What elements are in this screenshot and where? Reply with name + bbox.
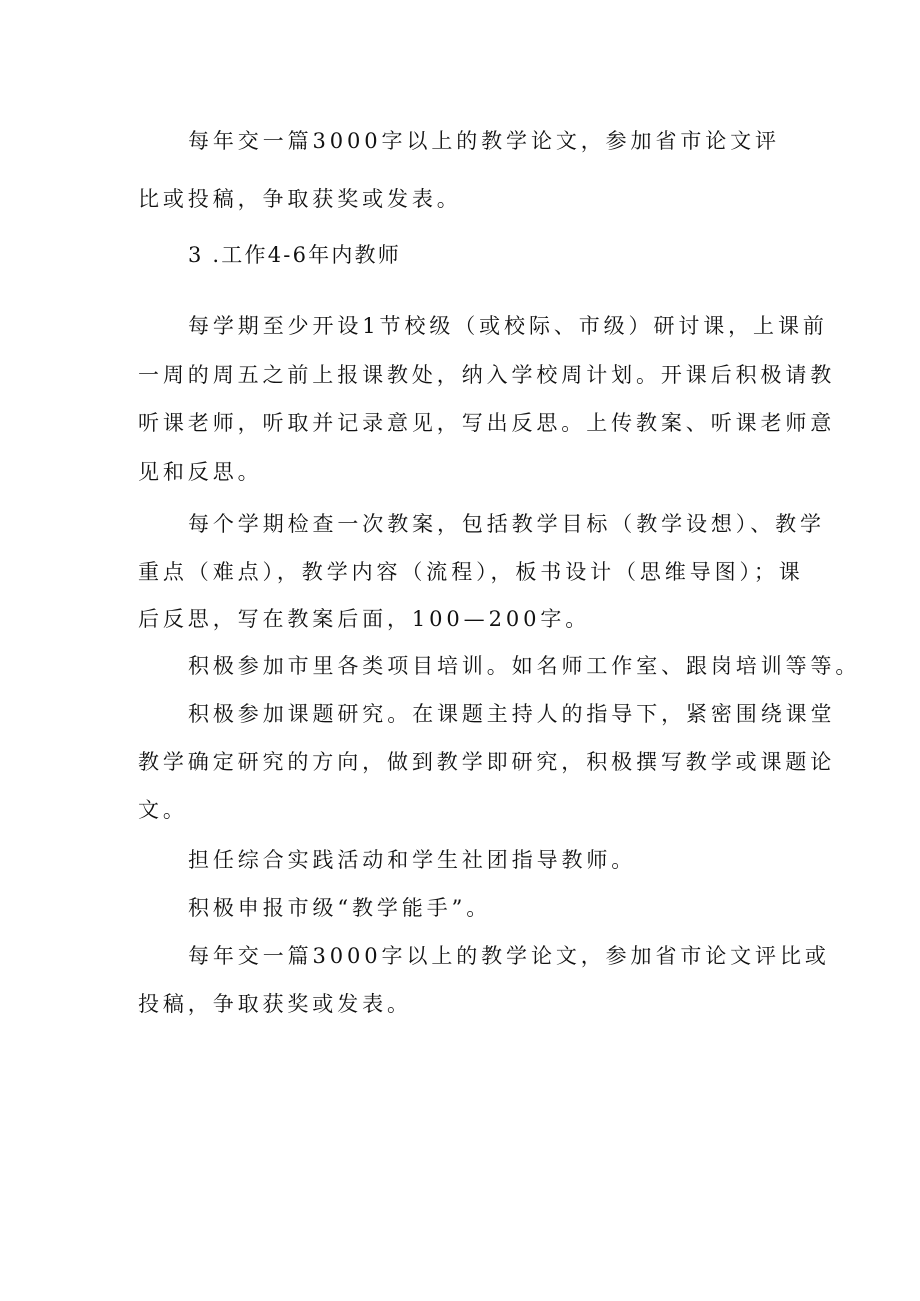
paragraph-line: 比或投稿，争取获奖或发表。 (138, 187, 462, 211)
paragraph-line: 教学确定研究的方向，做到教学即研究，积极撰写教学或课题论 (138, 750, 836, 774)
paragraph-line: 担任综合实践活动和学生社团指导教师。 (188, 848, 637, 872)
paragraph-line: 每学期至少开设1节校级（或校际、市级）研讨课，上课前 (188, 314, 828, 338)
paragraph-line: 积极申报市级“教学能手”。 (188, 896, 492, 920)
section-heading: 3 .工作4-6年内教师 (188, 243, 401, 267)
paragraph-line: 后反思，写在教案后面，100—200字。 (138, 607, 591, 631)
paragraph-line: 见和反思。 (138, 460, 263, 484)
paragraph-line: 重点（难点），教学内容（流程），板书设计（思维导图）；课 (138, 560, 804, 584)
paragraph-line: 一周的周五之前上报课教处，纳入学校周计划。开课后积极请教 (138, 363, 836, 387)
paragraph-line: 每年交一篇3000字以上的教学论文，参加省市论文评比或 (188, 944, 830, 968)
paragraph-line: 投稿，争取获奖或发表。 (138, 992, 412, 1016)
paragraph-line: 每年交一篇3000字以上的教学论文，参加省市论文评 (188, 129, 780, 153)
paragraph-line: 每个学期检查一次教案，包括教学目标（教学设想）、教学 (188, 512, 825, 536)
paragraph-line: 文。 (138, 798, 188, 822)
paragraph-line: 积极参加市里各类项目培训。如名师工作室、跟岗培训等等。 (188, 654, 861, 678)
paragraph-line: 听课老师，听取并记录意见，写出反思。上传教案、听课老师意 (138, 411, 836, 435)
paragraph-line: 积极参加课题研究。在课题主持人的指导下，紧密围绕课堂 (188, 702, 836, 726)
